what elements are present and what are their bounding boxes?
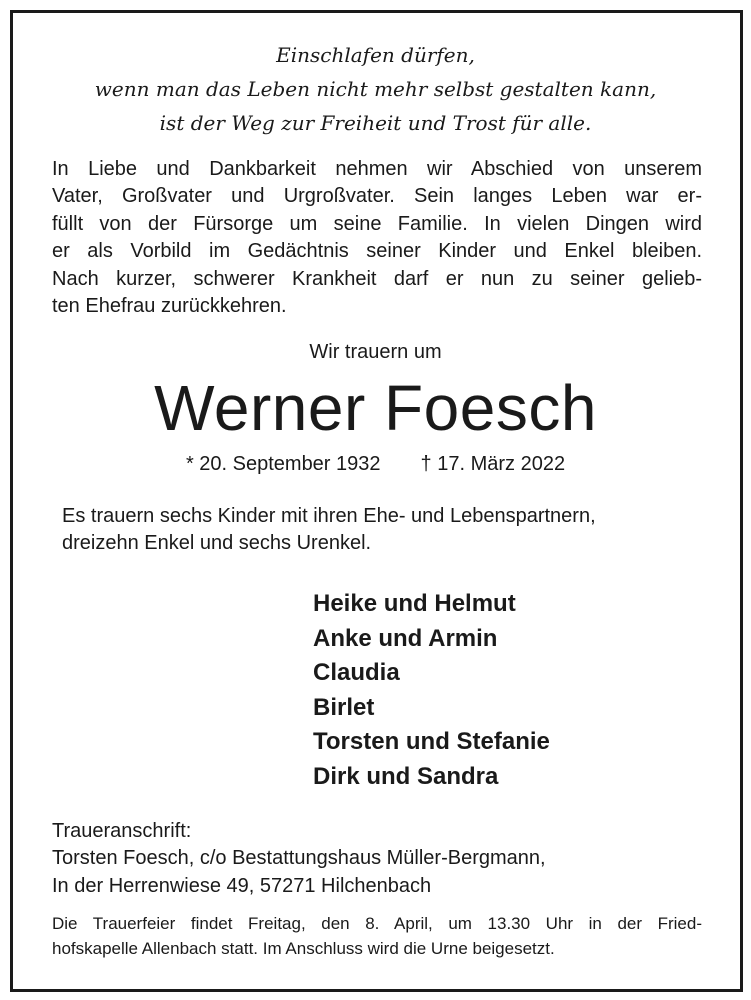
ceremony-info xyxy=(52,911,702,961)
mourn-line: Wir trauern um xyxy=(309,341,442,363)
child-entry: Heike und Helmut xyxy=(313,590,516,617)
birth-date: * 20. September 1932 xyxy=(185,453,381,475)
child-entry: Anke und Armin xyxy=(313,624,498,652)
life-dates xyxy=(0,450,751,478)
deceased-name: Werner Foesch xyxy=(154,372,597,444)
intro-paragraph xyxy=(52,156,702,320)
survivors-line: dreizehn Enkel und sechs Urenkel. xyxy=(62,532,372,555)
intro-line: Nach kurzer, schwerer Krankheit darf er nun zu seiner gelieb- xyxy=(52,267,702,290)
ceremony-line: Die Trauerfeier findet Freitag, den 8. April, um 13.30 Uhr in der Fried- xyxy=(52,914,702,933)
ceremony-line: hofskapelle Allenbach statt. Im Anschluss wird die Urne beigesetzt. xyxy=(52,939,555,958)
mourning-address xyxy=(52,818,702,900)
intro-line: ten Ehefrau zurückkehren. xyxy=(52,295,287,318)
child-entry: Dirk und Sandra xyxy=(313,762,499,790)
address-line: In der Herrenwiese 49, 57271 Hilchenbach xyxy=(52,874,432,897)
poem-line: ist der Weg zur Freiheit und Trost für alle. xyxy=(159,111,592,135)
poem-line: wenn man das Leben nicht mehr selbst gestalten kann, xyxy=(94,77,657,101)
child-entry: Birlet xyxy=(313,693,375,721)
child-entry: Claudia xyxy=(313,659,400,687)
death-date: † 17. März 2022 xyxy=(420,453,566,475)
children-list xyxy=(313,587,550,795)
child-entry: Torsten und Stefanie xyxy=(313,728,550,756)
address-line: Torsten Foesch, c/o Bestattungshaus Müller-Bergmann, xyxy=(52,847,546,870)
intro-line: füllt von der Fürsorge um seine Familie. In vielen Dingen wird xyxy=(52,212,702,235)
survivors-line: Es trauern sechs Kinder mit ihren Ehe- und Lebenspartnern, xyxy=(62,505,596,527)
poem-line: Einschlafen dürfen, xyxy=(276,43,475,67)
poem xyxy=(0,38,751,140)
intro-line: In Liebe und Dankbarkeit nehmen wir Abschied von unserem xyxy=(52,158,702,180)
intro-line: er als Vorbild im Gedächtnis seiner Kinder und Enkel bleiben. xyxy=(52,240,702,263)
survivors-paragraph xyxy=(62,503,702,558)
address-line: Traueranschrift: xyxy=(52,820,192,842)
intro-line: Vater, Großvater und Urgroßvater. Sein langes Leben war er- xyxy=(52,185,702,208)
